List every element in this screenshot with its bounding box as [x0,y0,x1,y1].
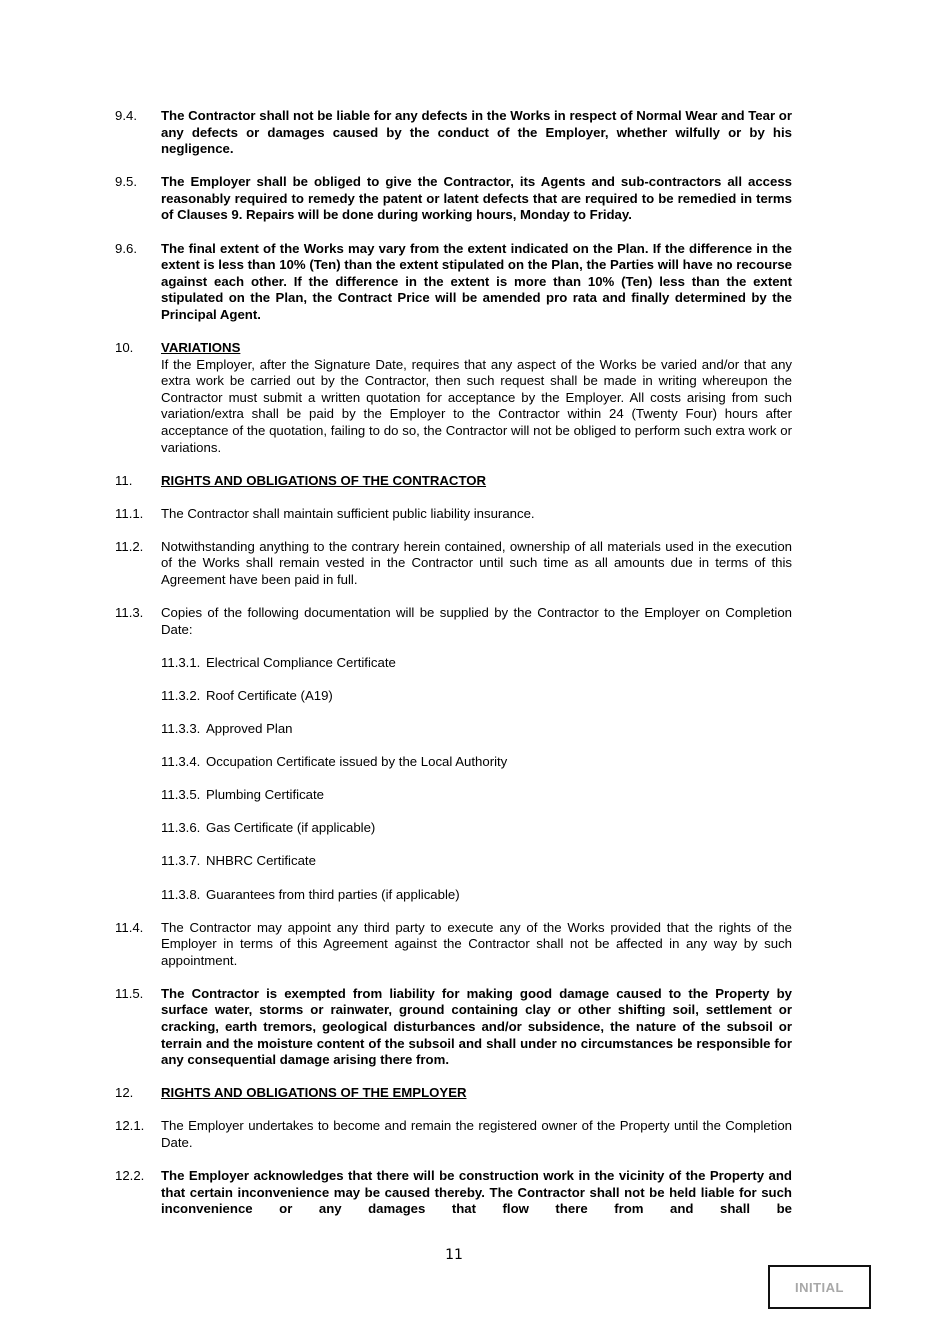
clause-text: The Contractor may appoint any third party to execute any of the Works provided that the rights of the Employer in terms of this Agreement against the Contractor shall not be affected in any way by such appointment. [161,919,792,968]
clause-number: 12.1. [115,1118,145,1134]
list-item [161,655,792,672]
clause-text: The Contractor shall maintain sufficient public liability insurance. [161,505,535,521]
clause-number: 11.3. [115,605,144,621]
clause-12-1 [115,1118,792,1151]
subclause-number: 11.3.8. [161,886,201,902]
list-item [161,721,792,738]
list-item [161,853,792,870]
subclause-text: Plumbing Certificate [206,787,325,803]
clause-text: The Employer shall be obliged to give the Contractor, its Agents and sub-contractors all access reasonably required to remedy the patent or latent defects that are required to be remedied in terms of Clauses 9. Repairs will be done during working hours, Monday to Friday. [161,174,792,223]
subclause-number: 11.3.6. [161,820,201,836]
clause-11-3 [115,605,792,638]
clause-number: 12.2. [115,1168,145,1184]
clause-text: The final extent of the Works may vary from the extent indicated on the Plan. If the difference in the extent is less than 10% (Ten) than the extent stipulated on the Plan, the Parties will have no recourse against each other. If the difference in the extent is more than 10% (Ten) less than the extent stipulated on the Plan, the Contract Price will be amended pro rata and finally determined by the Principal Agent. [161,240,792,322]
clause-number: 9.4. [115,108,137,123]
subclause-text: Guarantees from third parties (if applicable) [206,886,460,902]
clause-text: Copies of the following documentation will be supplied by the Contractor to the Employer on Completion Date: [161,605,792,637]
section-heading-variations: VARIATIONS [161,340,241,356]
clause-number: 12. [115,1085,134,1101]
subclause-text: Electrical Compliance Certificate [206,654,396,670]
list-item [161,688,792,705]
clause-number: 11.2. [115,538,144,554]
subclause-text: Approved Plan [206,721,293,737]
section-heading-employer: RIGHTS AND OBLIGATIONS OF THE EMPLOYER [161,1085,467,1101]
clause-text: Notwithstanding anything to the contrary herein contained, ownership of all materials used in the execution of the Works shall remain vested in the Contractor until such time as all amounts due in terms of this Agreement have been paid in full. [161,538,792,588]
clause-text: The Employer undertakes to become and remain the registered owner of the Property until the Completion Date. [161,1118,792,1151]
subclause-text: Occupation Certificate issued by the Local Authority [206,754,508,770]
list-item [161,820,792,837]
clause-12 [115,1085,792,1102]
clause-10 [115,340,792,456]
clause-11-1 [115,506,792,523]
clause-number: 9.5. [115,174,137,190]
subclause-number: 11.3.2. [161,687,201,703]
clause-9-6 [115,241,792,324]
clause-number: 11.5. [115,985,144,1001]
subclause-number: 11.3.1. [161,654,201,670]
document-body [115,108,792,1234]
clause-9-4 [115,108,792,158]
clause-number: 9.6. [115,240,137,256]
subclause-number: 11.3.7. [161,853,201,869]
section-heading-contractor: RIGHTS AND OBLIGATIONS OF THE CONTRACTOR [161,472,487,488]
page-number: 11 [445,1247,463,1263]
clause-number: 10. [115,340,134,356]
clause-11-4 [115,920,792,970]
subclause-text: Roof Certificate (A19) [206,687,333,703]
clause-number: 11.4. [115,919,144,935]
subclause-number: 11.3.3. [161,721,201,737]
clause-text: The Contractor is exempted from liability for making good damage caused to the Property by surface water, storms or rainwater, ground containing clay or other shifting soil, settlement or cracking, earth tremors, geological disturbances and/or subsidence, the nature of the subsoil or terrain and the moisture content of the subsoil and shall under no circumstances be responsible for any consequential damage arising there from. [161,985,792,1068]
clause-text: The Contractor shall not be liable for any defects in the Works in respect of Normal Wear and Tear or any defects or damages caused by the conduct of the Employer, whether wilfully or by his negligence. [161,108,792,157]
clause-text: The Employer acknowledges that there will be construction work in the vicinity of the Property and that certain inconvenience may be caused thereby. The Contractor shall not be held liable for such inconvenience or any damages that flow there from and shall be [161,1168,792,1217]
clause-9-5 [115,174,792,224]
clause-text: If the Employer, after the Signature Date, requires that any aspect of the Works be varied and/or that any extra work be carried out by the Contractor, then such request shall be made in writing whereupon the Contractor must submit a written quotation for acceptance by the Employer. All costs arising from such variation/extra shall be paid by the Employer to the Contractor within 24 (Twenty Four) hours after acceptance of the quotation, failing to do so, the Contractor will not be obliged to perform such extra work or variations. [161,356,792,455]
list-item [161,754,792,771]
subclause-number: 11.3.4. [161,754,201,770]
clause-11 [115,473,792,490]
subclause-number: 11.3.5. [161,787,201,803]
initial-box: INITIAL [768,1265,871,1309]
clause-number: 11.1. [115,505,144,521]
subclause-text: NHBRC Certificate [206,853,316,869]
clause-number: 11. [115,472,133,488]
list-item [161,887,792,904]
clause-12-2 [115,1168,792,1218]
list-item [161,787,792,804]
clause-11-2 [115,539,792,589]
subclause-text: Gas Certificate (if applicable) [206,820,376,836]
clause-11-5 [115,986,792,1069]
